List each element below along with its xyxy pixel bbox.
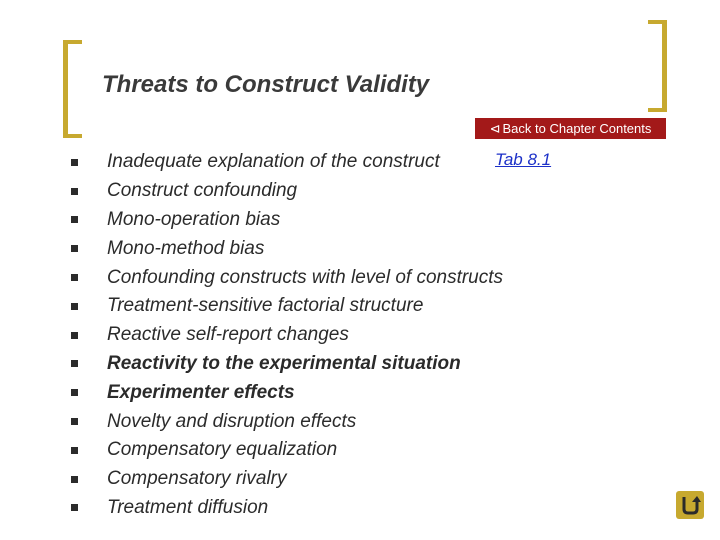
list-item-text: Compensatory equalization [107, 439, 338, 461]
bullet-square-icon [71, 447, 78, 454]
list-item [71, 206, 503, 235]
right-bracket-decoration [648, 20, 667, 112]
bullet-square-icon [71, 159, 78, 166]
bullet-square-icon [71, 504, 78, 511]
bullet-square-icon [71, 476, 78, 483]
bullet-square-icon [71, 332, 78, 339]
list-item [71, 263, 503, 292]
list-item-text: Novelty and disruption effects [107, 410, 357, 432]
list-item-text: Mono-method bias [107, 237, 265, 259]
list-item-text: Experimenter effects [107, 381, 295, 403]
back-to-chapter-contents-link[interactable] [475, 118, 666, 139]
tab-8-1-link[interactable]: Tab 8.1 [495, 150, 552, 169]
return-button[interactable] [676, 491, 704, 519]
list-item [71, 465, 503, 494]
bullet-square-icon [71, 188, 78, 195]
list-item-text: Mono-operation bias [107, 208, 281, 230]
back-arrow-icon: ⊲ [489, 120, 501, 136]
list-item [71, 292, 503, 321]
list-item [71, 234, 503, 263]
list-item-text: Reactive self-report changes [107, 324, 349, 346]
back-link-label: Back to Chapter Contents [502, 121, 652, 136]
list-item-text: Reactivity to the experimental situation [107, 352, 461, 374]
list-item-text: Inadequate explanation of the construct [107, 151, 440, 173]
list-item [71, 177, 503, 206]
list-item-text: Treatment-sensitive factorial structure [107, 295, 424, 317]
return-arrow-icon [679, 494, 701, 516]
bullet-square-icon [71, 216, 78, 223]
list-item [71, 407, 503, 436]
list-item [71, 436, 503, 465]
bullet-square-icon [71, 360, 78, 367]
list-item [71, 378, 503, 407]
threats-list [71, 148, 503, 522]
list-item [71, 350, 503, 379]
left-bracket-decoration [63, 40, 82, 138]
list-item-text: Treatment diffusion [107, 496, 269, 518]
slide-title: Threats to Construct Validity [102, 71, 430, 98]
bullet-square-icon [71, 303, 78, 310]
bullet-square-icon [71, 389, 78, 396]
list-item [71, 494, 503, 523]
list-item [71, 321, 503, 350]
list-item-text: Construct confounding [107, 180, 298, 202]
list-item-text: Compensatory rivalry [107, 468, 287, 490]
list-item [71, 148, 503, 177]
bullet-square-icon [71, 418, 78, 425]
list-item-text: Confounding constructs with level of constructs [107, 266, 504, 288]
bullet-square-icon [71, 274, 78, 281]
bullet-square-icon [71, 245, 78, 252]
